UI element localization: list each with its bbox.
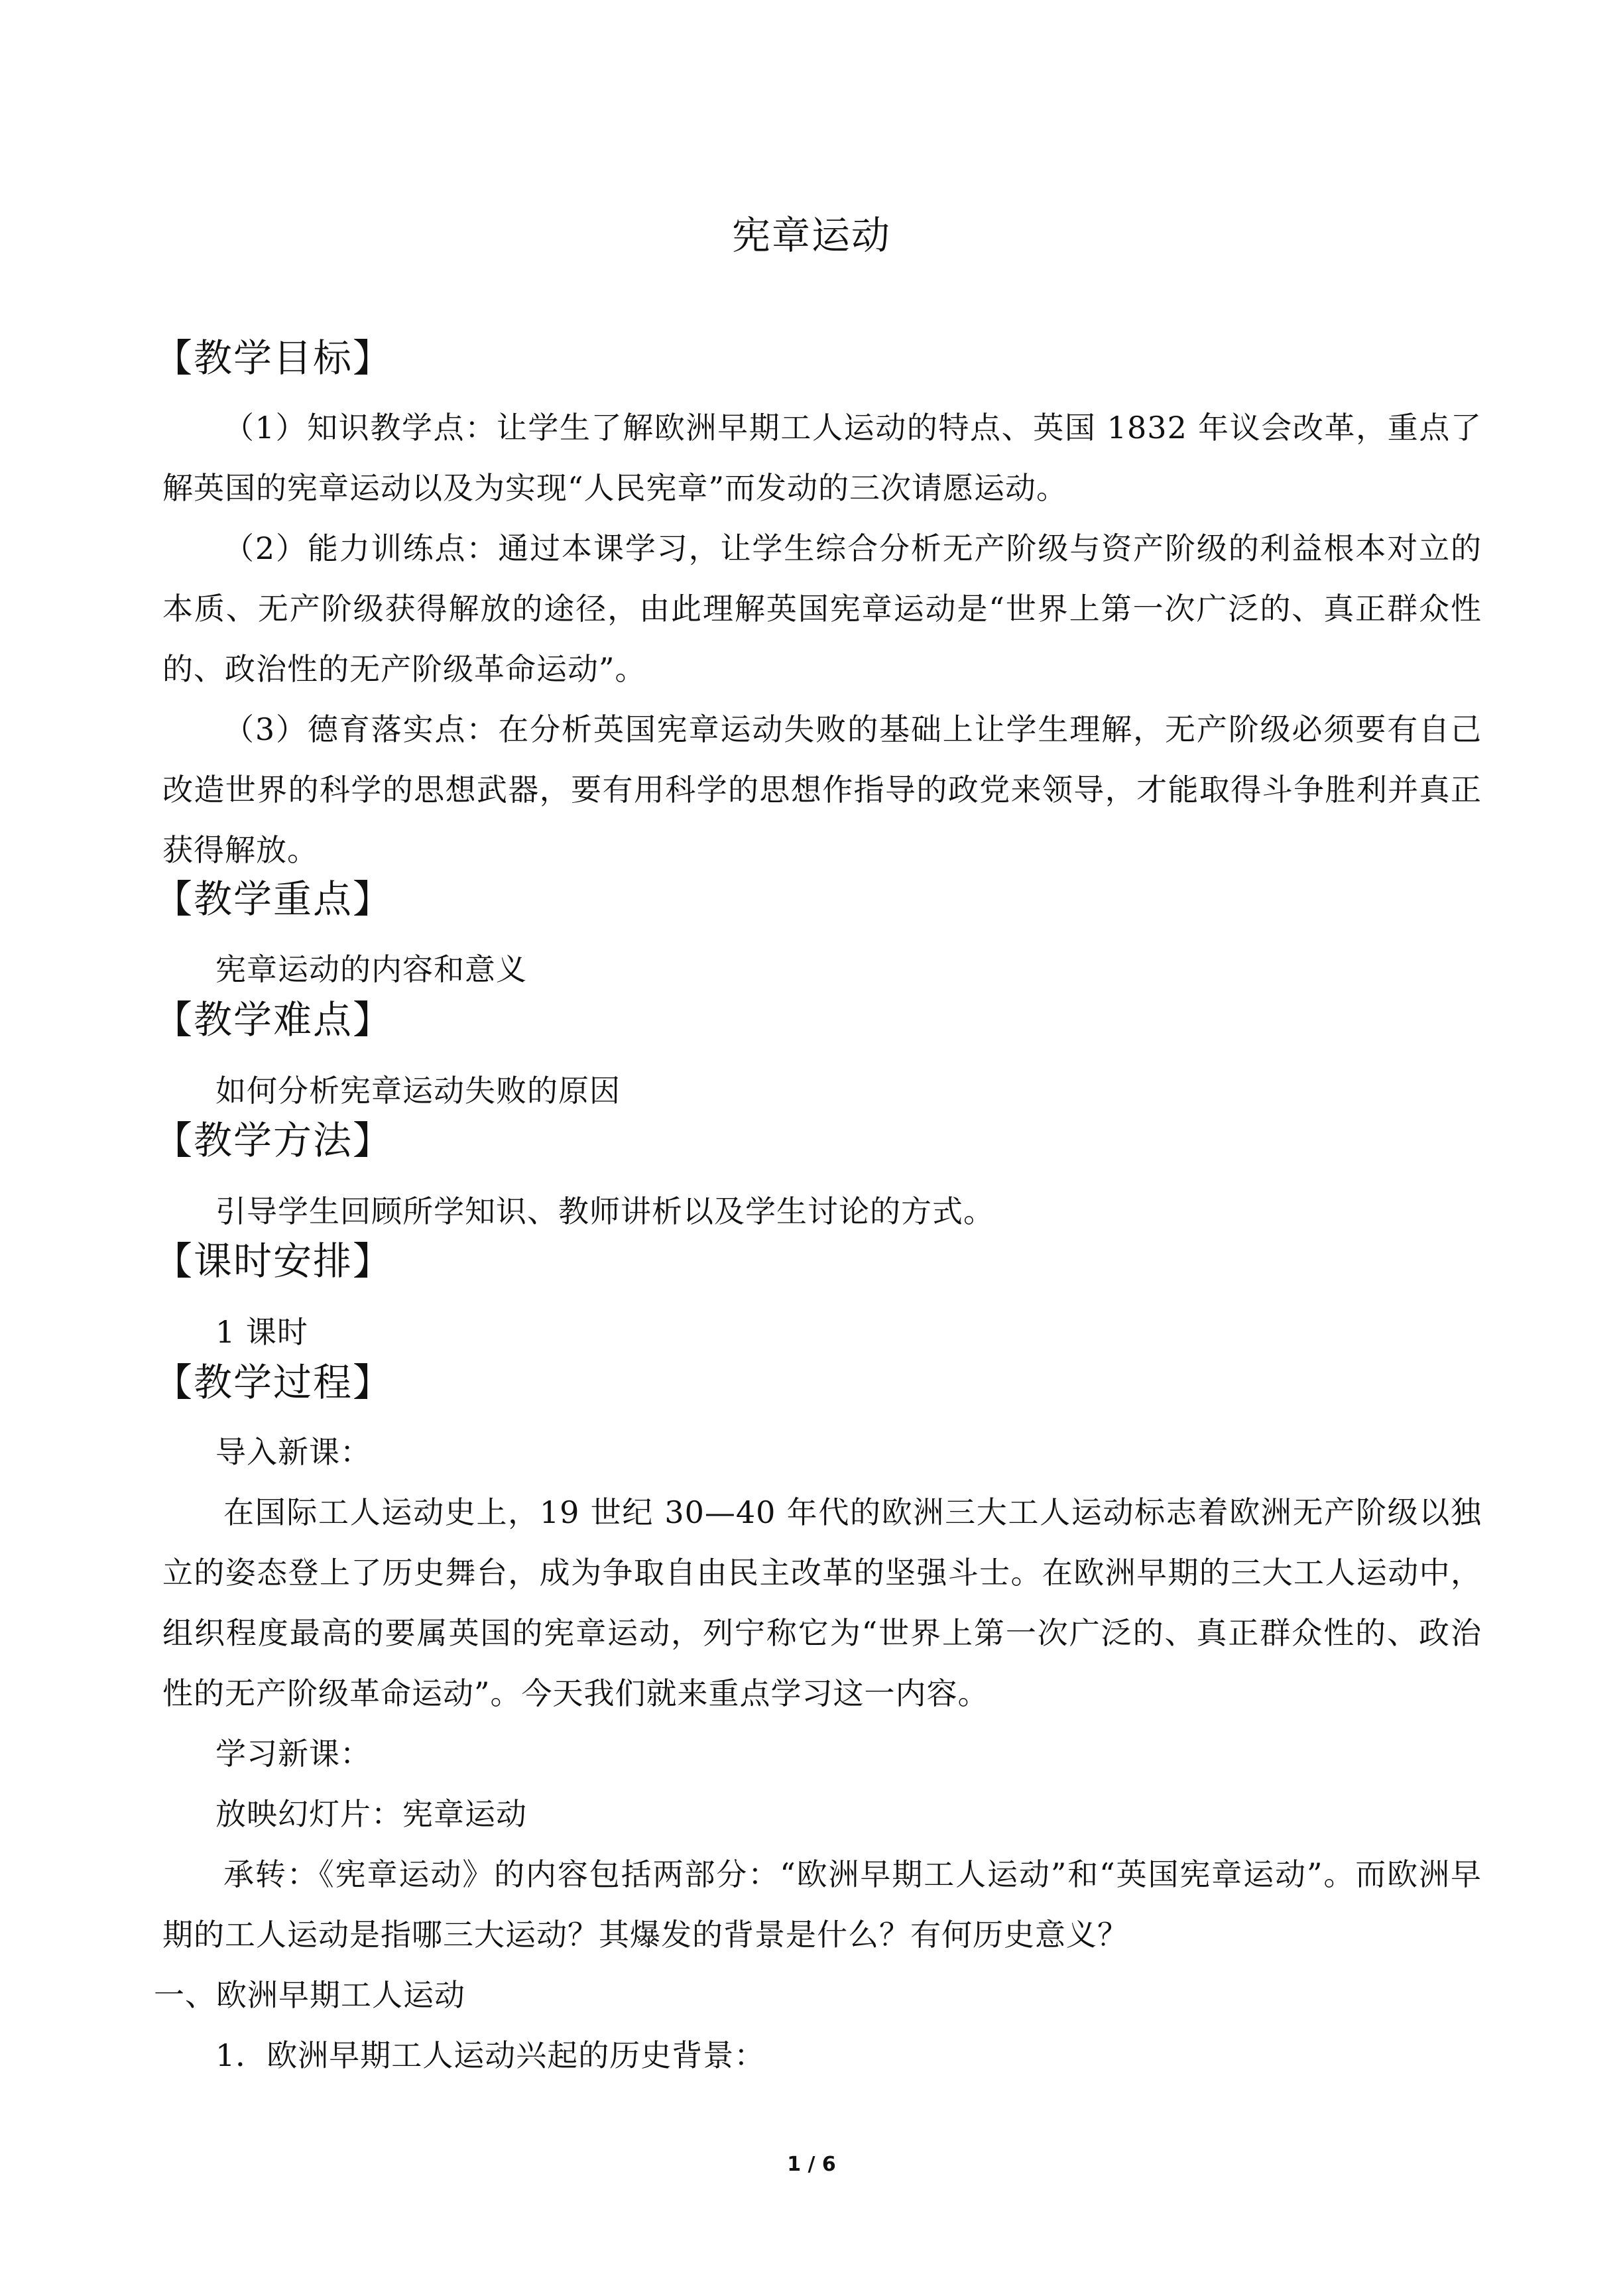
methods-text: 引导学生回顾所学知识、教师讲析以及学生讨论的方式。	[215, 1193, 994, 1229]
page-number: 1 / 6	[787, 2153, 836, 2176]
difficulties-text: 如何分析宪章运动失败的原因	[215, 1073, 621, 1109]
heading-key-points: 【教学重点】	[154, 876, 393, 922]
heading-process: 【教学过程】	[154, 1360, 393, 1405]
objective-paragraph-2: （2）能力训练点：通过本课学习，让学生综合分析无产阶级与资产阶级的利益根本对立的本质、无产阶级获得解放的途径，由此理解英国宪章运动是“世界上第一次广泛的、真正群众性的、政治性的无产阶级革命运动”。	[162, 530, 1482, 687]
slides-text: 放映幻灯片：宪章运动	[215, 1796, 527, 1832]
intro-paragraph: 在国际工人运动史上，19 世纪 30—40 年代的欧洲三大工人运动标志着欧洲无产阶级以独立的姿态登上了历史舞台，成为争取自由民主改革的坚强斗士。在欧洲早期的三大工人运动中，组织程度最高的要属英国的宪章运动，列宁称它为“世界上第一次广泛的、真正群众性的、政治性的无产阶级革命运动”。今天我们就来重点学习这一内容。	[162, 1494, 1482, 1711]
objective-paragraph-1: （1）知识教学点：让学生了解欧洲早期工人运动的特点、英国 1832 年议会改革，重点了解英国的宪章运动以及为实现“人民宪章”而发动的三次请愿运动。	[162, 410, 1482, 506]
heading-difficulties: 【教学难点】	[154, 997, 393, 1042]
new-lesson-label: 学习新课：	[215, 1736, 371, 1772]
part-one-heading: 一、欧洲早期工人运动	[154, 1977, 465, 2013]
heading-methods: 【教学方法】	[154, 1118, 393, 1163]
document-title: 宪章运动	[731, 213, 891, 258]
schedule-text: 1 课时	[215, 1314, 308, 1350]
heading-schedule: 【课时安排】	[154, 1239, 393, 1284]
heading-objectives: 【教学目标】	[154, 335, 393, 381]
intro-label: 导入新课：	[215, 1434, 371, 1470]
transition-paragraph: 承转：《宪章运动》的内容包括两部分：“欧洲早期工人运动”和“英国宪章运动”。而欧洲早期的工人运动是指哪三大运动？其爆发的背景是什么？有何历史意义？	[162, 1856, 1482, 1953]
key-points-text: 宪章运动的内容和意义	[215, 951, 527, 987]
objective-paragraph-3: （3）德育落实点：在分析英国宪章运动失败的基础上让学生理解，无产阶级必须要有自己改造世界的科学的思想武器，要有用科学的思想作指导的政党来领导，才能取得斗争胜利并真正获得解放。	[162, 711, 1482, 868]
item-one-heading: 1．欧洲早期工人运动兴起的历史背景：	[215, 2037, 766, 2073]
